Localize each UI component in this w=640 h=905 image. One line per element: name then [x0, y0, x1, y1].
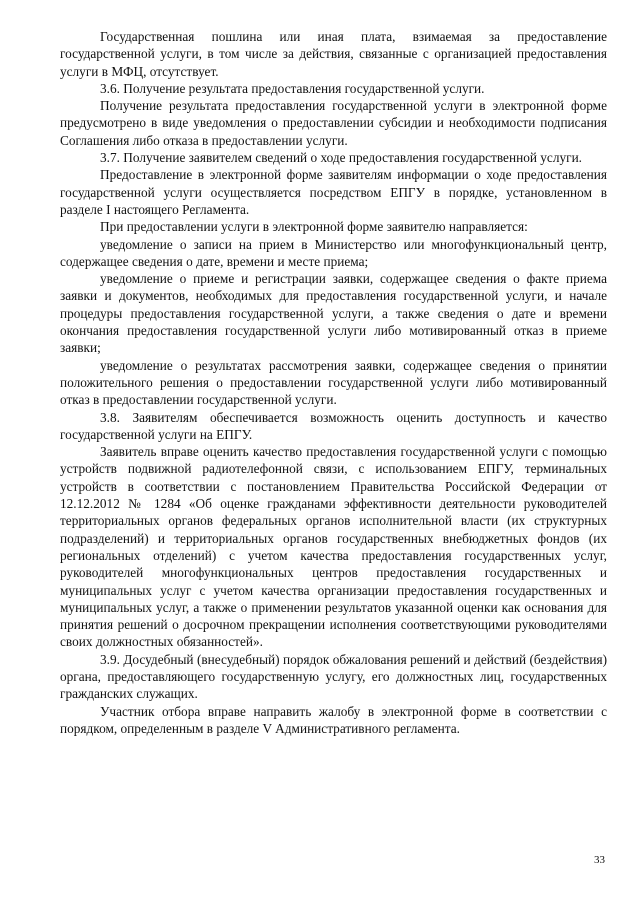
list-item-registration-notice: уведомление о приеме и регистрации заявки, содержащее сведения о факте приема заявки и документов, необходимых для предоставления государственной услуги, и начале процедуры предоставления государственной услуги, а также сведения о дате и времени окончания предоставления государственной услуги либо мотивированный отказ в приеме заявки;	[60, 271, 607, 356]
list-item-result-notice: уведомление о результатах рассмотрения заявки, содержащее сведения о принятии положительного решения о предоставлении государственной услуги либо мотивированный отказ в предоставлении государственной услуги.	[60, 357, 607, 408]
paragraph-complaint: Участник отбора вправе направить жалобу в электронной форме в соответствии с порядком, определенным в разделе V Административного регламента.	[60, 703, 607, 736]
section-heading-3-8: 3.8. Заявителям обеспечивается возможность оценить доступность и качество государственной услуги на ЕПГУ.	[60, 409, 607, 442]
paragraph-result-electronic: Получение результата предоставления государственной услуги в электронной форме предусмотрено в виде уведомления о предоставлении субсидии и необходимости подписания Соглашения либо отказа в предоставлении услуги.	[60, 98, 607, 148]
paragraph-quality-assessment: Заявитель вправе оценить качество предоставления государственной услуги с помощью устройств подвижной радиотелефонной связи, с использованием ЕПГУ, терминальных устройств в соответствии с постановлением Правительства Российской Федерации от 12.12.2012 № 1284 «Об оценке гражданами эффективности деятельности руководителей территориальных органов федеральных органов исполнительной власти (их структурных подразделений) и территориальных органов государственных внебюджетных фондов (их региональных отделений) с учетом качества предоставления государственных услуг, руководителей многофункциональных центров предоставления государственных и муниципальных услуг с учетом качества организации предоставления государственных и муниципальных услуг, а также о применении результатов указанной оценки как основания для принятия решений о досрочном прекращении исполнения соответствующими руководителями своих должностных обязанностей».	[60, 444, 607, 650]
paragraph-fee: Государственная пошлина или иная плата, взимаемая за предоставление государственной услуги, в том числе за действия, связанные с организацией предоставления услуги в МФЦ, отсутствует.	[60, 29, 607, 79]
document-body	[60, 28, 607, 737]
page-number: 33	[594, 854, 605, 866]
section-heading-3-9: 3.9. Досудебный (внесудебный) порядок обжалования решений и действий (бездействия) органа, предоставляющего государственную услугу, его должностных лиц, государственных гражданских служащих.	[60, 651, 607, 702]
paragraph-progress-info: Предоставление в электронной форме заявителям информации о ходе предоставления государственной услуги осуществляется посредством ЕПГУ в порядке, установленном в разделе I настоящего Регламента.	[60, 167, 607, 217]
section-heading-3-6: 3.6. Получение результата предоставления государственной услуги.	[100, 80, 485, 96]
list-item-appointment-notice: уведомление о записи на прием в Министерство или многофункциональный центр, содержащее сведения о дате, времени и месте приема;	[60, 236, 607, 269]
section-heading-3-7: 3.7. Получение заявителем сведений о ходе предоставления государственной услуги.	[100, 150, 583, 166]
paragraph-notifications-intro: При предоставлении услуги в электронной форме заявителю направляется:	[100, 219, 528, 235]
